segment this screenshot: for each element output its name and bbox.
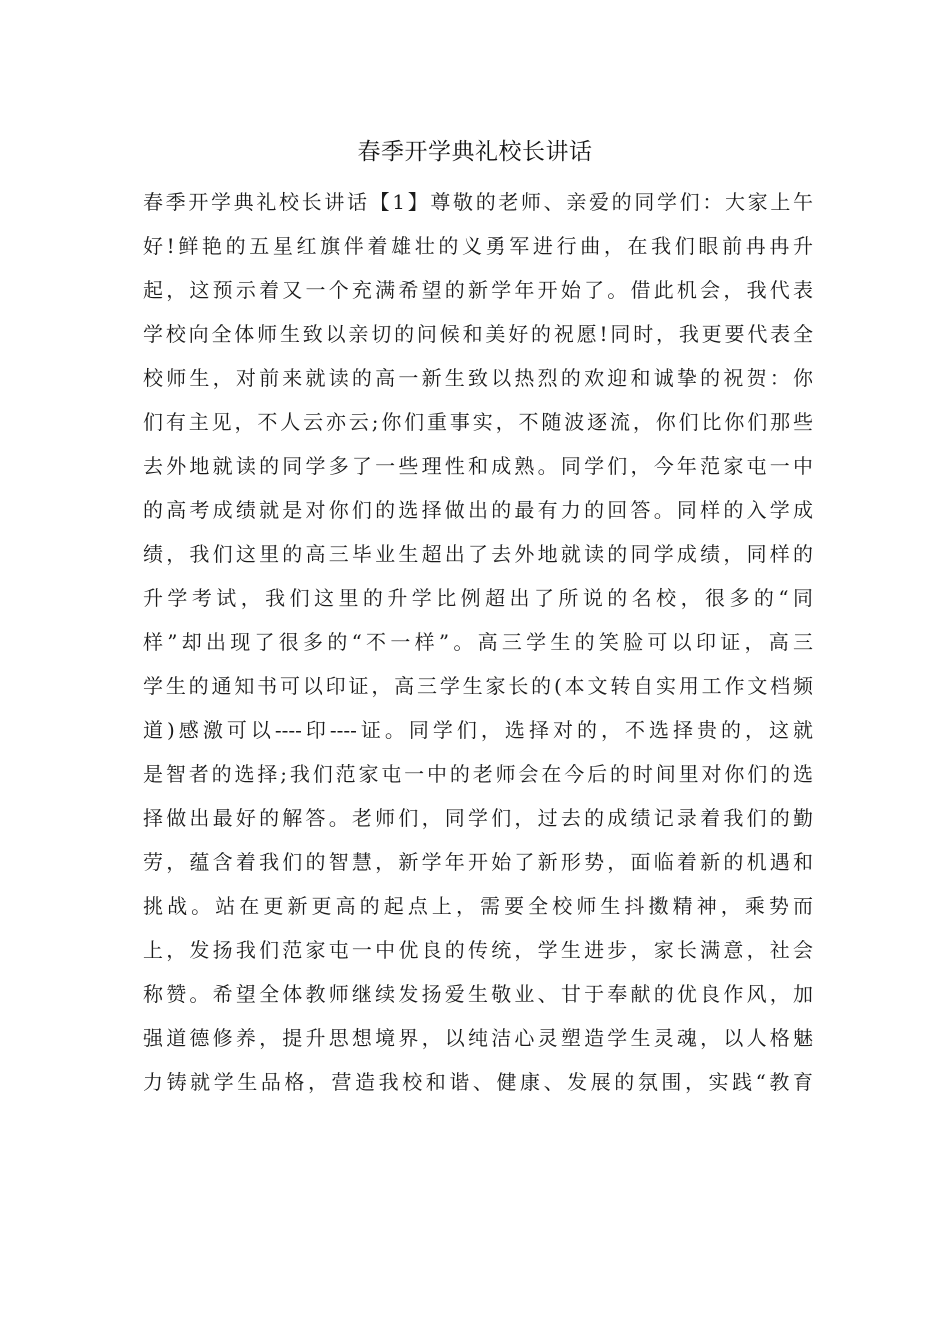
body-line: 的高考成绩就是对你们的选择做出的最有力的回答。同样的入学成 [143,498,813,522]
body-line: 绩，我们这里的高三毕业生超出了去外地就读的同学成绩，同样的 [143,542,813,566]
body-line: 强道德修养，提升思想境界，以纯洁心灵塑造学生灵魂，以人格魅 [143,1026,813,1050]
body-line: 去外地就读的同学多了一些理性和成熟。同学们，今年范家屯一中 [143,454,813,478]
body-line: 学校向全体师生致以亲切的问候和美好的祝愿!同时，我更要代表全 [143,322,813,346]
body-line: 上，发扬我们范家屯一中优良的传统，学生进步，家长满意，社会 [143,938,813,962]
body-line: 是智者的选择;我们范家屯一中的老师会在今后的时间里对你们的选 [143,762,813,786]
body-line: 学生的通知书可以印证，高三学生家长的(本文转自实用工作文档频 [143,674,813,698]
document-body [143,180,813,1104]
body-line: 择做出最好的解答。老师们，同学们，过去的成绩记录着我们的勤 [143,806,813,830]
body-line: 挑战。站在更新更高的起点上，需要全校师生抖擞精神，乘势而 [143,894,813,918]
body-line: 春季开学典礼校长讲话【1】尊敬的老师、亲爱的同学们：大家上午 [143,190,813,214]
body-line: 们有主见，不人云亦云;你们重事实，不随波逐流，你们比你们那些 [143,410,813,434]
body-line: 称赞。希望全体教师继续发扬爱生敬业、甘于奉献的优良作风，加 [143,982,813,1006]
body-line: 力铸就学生品格，营造我校和谐、健康、发展的氛围，实践“教育 [143,1070,813,1094]
body-line: 道)感激可以----印----证。同学们，选择对的，不选择贵的，这就 [143,718,813,742]
body-line: 校师生，对前来就读的高一新生致以热烈的欢迎和诚挚的祝贺：你 [143,366,813,390]
document-title: 春季开学典礼校长讲话 [357,139,593,165]
body-line: 样”却出现了很多的“不一样”。高三学生的笑脸可以印证，高三 [143,630,813,654]
body-line: 好!鲜艳的五星红旗伴着雄壮的义勇军进行曲，在我们眼前冉冉升 [143,234,813,258]
body-line: 升学考试，我们这里的升学比例超出了所说的名校，很多的“同 [143,586,813,610]
body-line: 起，这预示着又一个充满希望的新学年开始了。借此机会，我代表 [143,278,813,302]
body-line: 劳，蕴含着我们的智慧，新学年开始了新形势，面临着新的机遇和 [143,850,813,874]
